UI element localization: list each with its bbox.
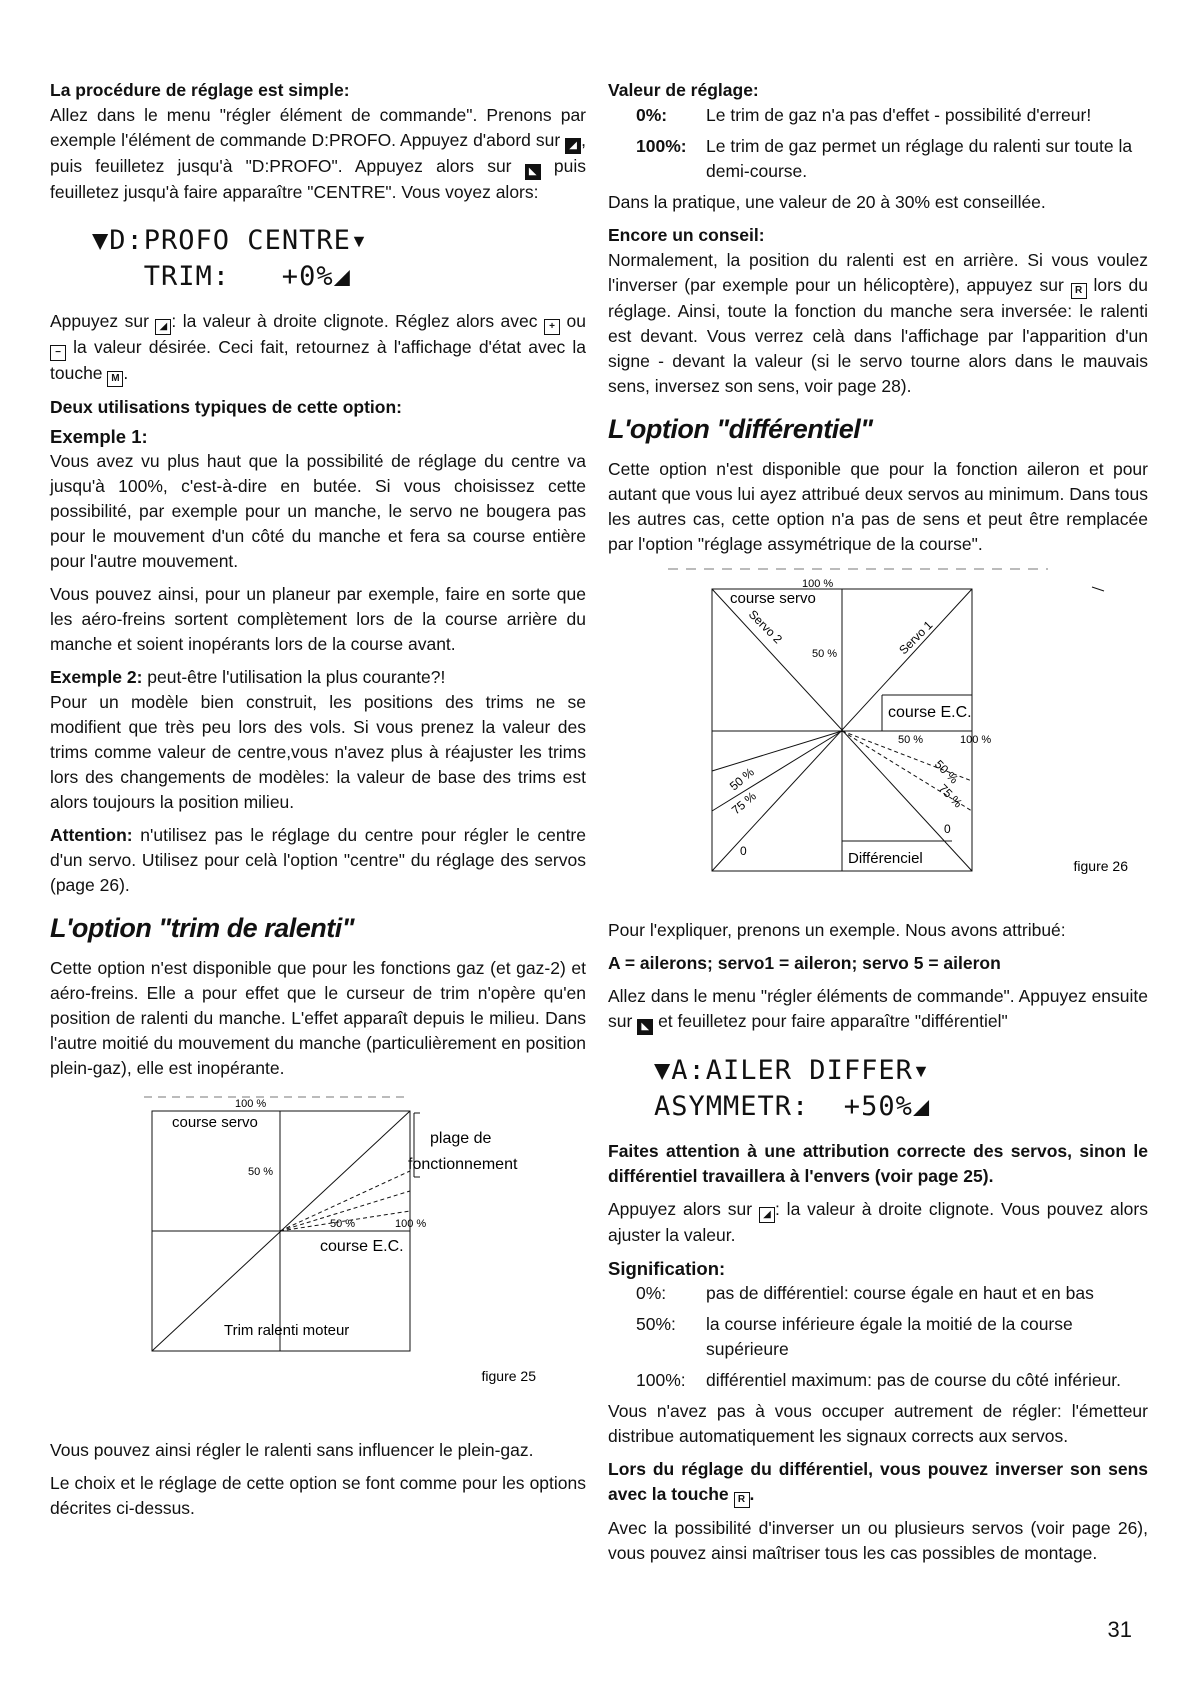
paragraph-procedure: Allez dans le menu "régler élément de commande". Prenons par exemple l'élément de commande D:PROFO. Appuyez d'abord sur ◢ , puis feuilletez jusqu'à "D:PROFO". Appuyez alors sur ◣ puis feuilletez jusqu'à faire apparaître "CENTRE". Vous voyez alors: bbox=[50, 105, 586, 202]
lcd-marker-icon: ▾ bbox=[912, 1055, 931, 1086]
fig25-label-50: 50 % bbox=[248, 1166, 274, 1178]
next-key-icon: ◣ bbox=[637, 1019, 653, 1035]
lcd-corner-icon: ◢ bbox=[912, 1091, 931, 1122]
heading-valeur-reglage: Valeur de réglage: bbox=[608, 80, 759, 100]
fig26-caption: figure 26 bbox=[1073, 858, 1128, 874]
fig26-label-diff-50-right: 50 % bbox=[931, 757, 962, 787]
plus-key-icon: + bbox=[544, 319, 560, 335]
paragraph-example-intro: Pour l'expliquer, prenons un exemple. Nous avons attribué: bbox=[608, 920, 1066, 940]
fig25-label-fonctionnement: fonctionnement bbox=[408, 1156, 518, 1173]
paragraph-adjust-diff: Appuyez alors sur ◢ : la valeur à droite clignote. Vous pouvez alors ajuster la valeur. bbox=[608, 1199, 1148, 1245]
paragraph-servos: Avec la possibilité d'inverser un ou plusieurs servos (voir page 26), vous pouvez ainsi maîtriser tous les cas possibles de montage. bbox=[608, 1518, 1148, 1563]
definition-list-reglage bbox=[608, 103, 1148, 184]
fig25-label-100: 100 % bbox=[235, 1098, 267, 1110]
edit-key-icon: ◢ bbox=[155, 319, 171, 335]
paragraph-attention: Attention: n'utilisez pas le réglage du centre pour régler le centre d'un servo. Utilisez pour celà l'option "centre" du réglage des servos (page 26). bbox=[50, 825, 586, 895]
lcd-corner-icon: ◢ bbox=[333, 261, 351, 292]
fig26-label-servo-1: Servo 1 bbox=[896, 617, 936, 658]
fig26-label-x100: 100 % bbox=[960, 734, 992, 746]
heading-example-1: Exemple 1: bbox=[50, 426, 148, 447]
paragraph-assignment: A = ailerons; servo1 = aileron; servo 5 = aileron bbox=[608, 953, 1001, 973]
definition-row: 100%: différentiel maximum: pas de course du côté inférieur. bbox=[636, 1370, 1122, 1390]
fig26-label-course-ec: course E.C. bbox=[888, 704, 972, 721]
paragraph-automatic: Vous n'avez pas à vous occuper autrement de régler: l'émetteur distribue automatiquement les signaux corrects aux servos. bbox=[608, 1401, 1148, 1446]
figure-25-diagram bbox=[50, 1091, 586, 1391]
lcd-cursor-icon: ▼ bbox=[92, 225, 110, 256]
fig26-label-50: 50 % bbox=[812, 648, 838, 660]
fig25-label-plage: plage de bbox=[430, 1130, 492, 1147]
heading-conseil: Encore un conseil: bbox=[608, 225, 765, 245]
enter-key-icon: ◢ bbox=[565, 138, 581, 154]
page-number: 31 bbox=[1107, 1617, 1132, 1642]
heading-trim-ralenti: L'option "trim de ralenti" bbox=[50, 913, 355, 943]
fig25-label-course-servo: course servo bbox=[172, 1114, 258, 1131]
minus-key-icon: − bbox=[50, 345, 66, 361]
figure-26-diagram bbox=[608, 565, 1148, 895]
fig26-label-differenciel: Différenciel bbox=[848, 850, 923, 867]
heading-differentiel: L'option "différentiel" bbox=[608, 414, 873, 444]
fig26-label-diff-75-right: 75 % bbox=[935, 781, 966, 811]
paragraph-choice: Le choix et le réglage de cette option se font comme pour les options décrites ci-dessus. bbox=[50, 1473, 586, 1518]
fig26-label-diff-0-left: 0 bbox=[740, 844, 747, 858]
r-key-icon: R bbox=[734, 1492, 750, 1508]
fig26-label-x50: 50 % bbox=[898, 734, 924, 746]
definition-list-signification bbox=[608, 1281, 1148, 1393]
definition-row: 0%: pas de différentiel: course égale en haut et en bas bbox=[636, 1283, 1094, 1303]
paragraph-example-2: Exemple 2: peut-être l'utilisation la plus courante?! bbox=[50, 667, 446, 687]
fig25-label-trim: Trim ralenti moteur bbox=[224, 1322, 350, 1339]
paragraph-airbrakes: Vous pouvez ainsi, pour un planeur par exemple, faire en sorte que les aéro-freins sortent complètement lors de la course arrière du manche et soient inopérants lors de la course avant. bbox=[50, 584, 586, 654]
definition-row: 0%: Le trim de gaz n'a pas d'effet - possibilité d'erreur! bbox=[636, 105, 1092, 125]
paragraph-trims: Pour un modèle bien construit, les positions des trims ne se modifient que très peu lors des vols. Si vous prenez la valeur des trims comme valeur de centre,vous n'avez plus à réajuster les trims lors des changements de modèles: la valeur de base des trims est alors toujours la position milieu. bbox=[50, 692, 586, 812]
paragraph-practice: Dans la pratique, une valeur de 20 à 30% est conseillée. bbox=[608, 192, 1046, 212]
fig25-label-x50: 50 % bbox=[330, 1218, 356, 1230]
right-column bbox=[608, 78, 1148, 1574]
paragraph-example-1: Vous avez vu plus haut que la possibilité de réglage du centre va jusqu'à 100%, c'est-à-dire en butée. Si vous choisissez cette possibilité, par exemple pour un manche, le servo ne bougera pas pour le mouvement d'un côté du manche et fera sa course entière pour l'autre mouvement. bbox=[50, 451, 586, 571]
fig26-label-course-servo: course servo bbox=[730, 590, 816, 607]
heading-signification: Signification: bbox=[608, 1258, 726, 1279]
figure-25 bbox=[50, 1091, 586, 1398]
paragraph-menu-diff: Allez dans le menu "régler éléments de commande". Appuyez ensuite sur ◣ et feuilletez pour faire apparaître "différentiel" bbox=[608, 984, 1148, 1035]
lcd-cursor-icon: ▼ bbox=[654, 1055, 672, 1086]
paragraph-adjust: Appuyez sur ◢ : la valeur à droite clignote. Réglez alors avec + ou − la valeur désirée. Ceci fait, retournez à l'affichage d'état avec la touche M . bbox=[50, 309, 586, 387]
fig26-label-diff-50-left: 50 % bbox=[726, 764, 757, 794]
menu-key-icon: M bbox=[107, 371, 123, 387]
lcd-marker-icon: ▾ bbox=[350, 225, 369, 256]
fig25-label-course-ec: course E.C. bbox=[320, 1238, 404, 1255]
fig25-caption: figure 25 bbox=[481, 1368, 536, 1384]
paragraph-differentiel: Cette option n'est disponible que pour la fonction aileron et pour autant que vous lui ayez attribué deux servos au minimum. Dans tous les autres cas, cette option n'a pas de sens et peut être remplacée par l'option "réglage assymétrique de la course". bbox=[608, 459, 1148, 554]
definition-row: 100%: Le trim de gaz permet un réglage du ralenti sur toute la demi-course. bbox=[636, 136, 1133, 181]
lcd-display-centre: ▼D:PROFO CENTRE▾ TRIM: +0%◢ bbox=[92, 225, 369, 292]
figure-26 bbox=[608, 565, 1148, 902]
fig26-label-diff-0-right: 0 bbox=[944, 822, 951, 836]
paragraph-ralenti-result: Vous pouvez ainsi régler le ralenti sans influencer le plein-gaz. bbox=[50, 1440, 534, 1460]
r-key-icon: R bbox=[1071, 283, 1087, 299]
fig26-label-100: 100 % bbox=[802, 578, 834, 590]
fig26-label-servo-2: Servo 2 bbox=[745, 607, 786, 647]
fig26-label-diff-75-left: 75 % bbox=[728, 788, 759, 818]
heading-two-uses: Deux utilisations typiques de cette option: bbox=[50, 397, 402, 417]
left-column bbox=[50, 78, 586, 1529]
edit-key-icon: ◢ bbox=[759, 1207, 775, 1223]
paragraph-inverse: Lors du réglage du différentiel, vous pouvez inverser son sens avec la touche R . bbox=[608, 1457, 1148, 1508]
paragraph-conseil: Normalement, la position du ralenti est en arrière. Si vous voulez l'inverser (par exemple pour un hélicoptère), appuyez sur R lors du réglage. Ainsi, toute la fonction du manche sera inversée: le ralenti est devant. Vous verrez celà dans l'affichage par l'apparition d'un signe - devant la valeur (si le servo tourne alors dans le mauvais sens, inversez son sens, voir page 28). bbox=[608, 250, 1148, 396]
paragraph-trim-ralenti: Cette option n'est disponible que pour les fonctions gaz (et gaz-2) et aéro-freins. Elle a pour effet que le curseur de trim n'opère qu'en position de ralenti du manche. L'effet apparaît depuis le milieu. Dans l'autre moitié du mouvement du manche (particulièrement en position plein-gaz), elle est inopérante. bbox=[50, 958, 586, 1078]
lcd-display-differentiel: ▼A:AILER DIFFER▾ ASYMMETR: +50%◢ bbox=[654, 1055, 931, 1122]
next-key-icon: ◣ bbox=[525, 164, 541, 180]
paragraph-warning: Faites attention à une attribution correcte des servos, sinon le différentiel travaillera à l'envers (voir page 25). bbox=[608, 1141, 1148, 1186]
fig25-label-x100: 100 % bbox=[395, 1218, 427, 1230]
heading-procedure: La procédure de réglage est simple: bbox=[50, 80, 350, 100]
definition-row: 50%: la course inférieure égale la moitié de la course supérieure bbox=[636, 1314, 1073, 1359]
